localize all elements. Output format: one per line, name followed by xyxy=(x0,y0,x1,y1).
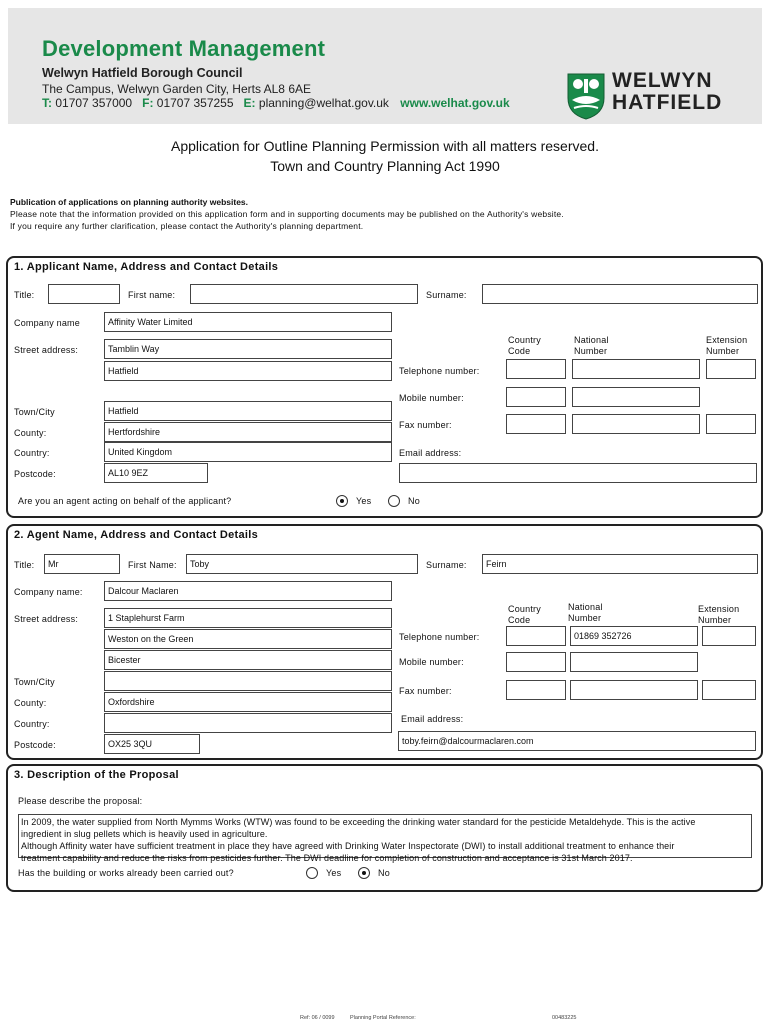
carried-out-question: Has the building or works already been carried out? xyxy=(18,868,234,878)
carried-out-no-radio[interactable] xyxy=(358,867,370,879)
applicant-postcode-field[interactable]: AL10 9EZ xyxy=(104,463,208,483)
agent-tel-country-code-field[interactable] xyxy=(506,626,566,646)
applicant-mobile-national-field[interactable] xyxy=(572,387,700,407)
agent-no-label: No xyxy=(408,496,420,506)
tel-number: 01707 357000 xyxy=(55,96,133,110)
footer-ref: Ref: 06 / 0099 xyxy=(300,1015,335,1021)
carried-out-no-label: No xyxy=(378,868,390,878)
website-link[interactable]: www.welhat.gov.uk xyxy=(400,96,510,110)
carried-out-yes-radio[interactable] xyxy=(306,867,318,879)
description-line: Although Affinity water have sufficient treatment in place they have agreed with Drinking Water Inspectorate (DWI) to install additional treatment to enhance their xyxy=(21,841,675,851)
agent-postcode-field[interactable]: OX25 3QU xyxy=(104,734,200,754)
fax-label: Fax number: xyxy=(399,686,452,696)
council-logo-wordmark xyxy=(612,70,722,114)
applicant-mobile-country-code-field[interactable] xyxy=(506,387,566,407)
street-label: Street address: xyxy=(14,614,79,624)
agent-fax-national-field[interactable] xyxy=(570,680,698,700)
town-label: Town/City xyxy=(14,407,55,417)
agent-mobile-national-field[interactable] xyxy=(570,652,698,672)
national-number-header: National Number xyxy=(568,602,603,623)
form-title-line-1: Application for Outline Planning Permission with all matters reserved. xyxy=(171,138,599,154)
postcode-label: Postcode: xyxy=(14,740,56,750)
agent-yes-label: Yes xyxy=(356,496,372,506)
footer-portal-number: 00483225 xyxy=(552,1015,577,1021)
section-agent xyxy=(6,524,763,760)
proposal-prompt: Please describe the proposal: xyxy=(18,796,143,806)
applicant-first-name-field[interactable] xyxy=(190,284,418,304)
section-title: 2. Agent Name, Address and Contact Details xyxy=(14,529,259,541)
section-title: 1. Applicant Name, Address and Contact Details xyxy=(14,261,279,273)
country-label: Country: xyxy=(14,448,50,458)
applicant-tel-national-field[interactable] xyxy=(572,359,700,379)
publication-heading: Publication of applications on planning authority websites. xyxy=(10,197,249,207)
council-name: Welwyn Hatfield Borough Council xyxy=(42,66,243,80)
country-code-header: Country Code xyxy=(508,604,541,625)
form-title-line-2: Town and Country Planning Act 1990 xyxy=(270,158,500,174)
proposal-description-field[interactable] xyxy=(18,814,752,863)
logo-line-2: HATFIELD xyxy=(612,91,723,114)
agent-yes-radio[interactable] xyxy=(336,495,348,507)
agent-question: Are you an agent acting on behalf of the applicant? xyxy=(18,496,232,506)
agent-company-field[interactable]: Dalcour Maclaren xyxy=(104,581,392,601)
tel-label: T: xyxy=(42,96,52,110)
logo-line-1: WELWYN xyxy=(612,69,713,92)
agent-street-2-field[interactable]: Weston on the Green xyxy=(104,629,392,649)
surname-label: Surname: xyxy=(426,560,467,570)
email-address[interactable]: planning@welhat.gov.uk xyxy=(258,96,389,110)
telephone-label: Telephone number: xyxy=(399,632,480,642)
applicant-tel-country-code-field[interactable] xyxy=(506,359,566,379)
publication-contact-note: If you require any further clarification, please contact the Authority's planning department. xyxy=(10,221,364,231)
agent-no-radio[interactable] xyxy=(388,495,400,507)
street-label: Street address: xyxy=(14,345,79,355)
agent-email-field[interactable]: toby.feirn@dalcourmaclaren.com xyxy=(398,731,756,751)
section-applicant xyxy=(6,256,763,518)
applicant-tel-extension-field[interactable] xyxy=(706,359,756,379)
agent-fax-extension-field[interactable] xyxy=(702,680,756,700)
first-name-label: First name: xyxy=(128,290,176,300)
description-line: In 2009, the water supplied from North Mymms Works (WTW) was found to be exceeding the drinking water standard for the pesticide Metaldehyde. This is the active xyxy=(21,817,696,827)
title-label: Title: xyxy=(14,290,35,300)
description-line: treatment capability and reduce the risks from pesticides further. The DWI deadline for completion of construction and acceptance is 31st March 2017. xyxy=(21,853,633,863)
first-name-label: First Name: xyxy=(128,560,177,570)
country-code-header: Country Code xyxy=(508,335,541,356)
extension-number-header: Extension Number xyxy=(706,335,748,356)
telephone-label: Telephone number: xyxy=(399,366,480,376)
national-number-header: National Number xyxy=(574,335,609,356)
town-label: Town/City xyxy=(14,677,55,687)
applicant-country-field[interactable]: United Kingdom xyxy=(104,442,392,462)
postcode-label: Postcode: xyxy=(14,469,56,479)
carried-out-yes-label: Yes xyxy=(326,868,342,878)
fax-label: F: xyxy=(142,96,154,110)
council-crest-icon xyxy=(564,70,608,120)
agent-tel-extension-field[interactable] xyxy=(702,626,756,646)
form-title xyxy=(0,136,770,176)
contact-line xyxy=(42,96,510,110)
email-label: Email address: xyxy=(399,448,462,458)
agent-street-1-field[interactable]: 1 Staplehurst Farm xyxy=(104,608,392,628)
surname-label: Surname: xyxy=(426,290,467,300)
agent-country-field[interactable] xyxy=(104,713,392,733)
county-label: County: xyxy=(14,698,47,708)
applicant-title-field[interactable] xyxy=(48,284,120,304)
council-address: The Campus, Welwyn Garden City, Herts AL8 6AE xyxy=(42,82,311,96)
agent-fax-country-code-field[interactable] xyxy=(506,680,566,700)
letterhead xyxy=(8,8,762,124)
agent-county-field[interactable]: Oxfordshire xyxy=(104,692,392,712)
applicant-fax-extension-field[interactable] xyxy=(706,414,756,434)
email-label: Email address: xyxy=(401,714,464,724)
applicant-street-2-field[interactable]: Hatfield xyxy=(104,361,392,381)
applicant-fax-national-field[interactable] xyxy=(572,414,700,434)
fax-number: 01707 357255 xyxy=(156,96,234,110)
extension-number-header: Extension Number xyxy=(698,604,740,625)
email-label: E: xyxy=(243,96,256,110)
country-label: Country: xyxy=(14,719,50,729)
mobile-label: Mobile number: xyxy=(399,393,464,403)
county-label: County: xyxy=(14,428,47,438)
agent-surname-field[interactable]: Feirn xyxy=(482,554,758,574)
section-proposal xyxy=(6,764,763,892)
agent-mobile-country-code-field[interactable] xyxy=(506,652,566,672)
agent-street-3-field[interactable]: Bicester xyxy=(104,650,392,670)
agent-first-name-field[interactable]: Toby xyxy=(186,554,418,574)
publication-note: Please note that the information provided on this application form and in supporting documents may be published on the Authority's website. xyxy=(10,209,564,219)
company-label: Company name: xyxy=(14,587,83,597)
title-label: Title: xyxy=(14,560,35,570)
company-label: Company name xyxy=(14,318,80,328)
agent-title-field[interactable]: Mr xyxy=(44,554,120,574)
section-title: 3. Description of the Proposal xyxy=(14,769,179,781)
fax-label: Fax number: xyxy=(399,420,452,430)
footer-portal-label: Planning Portal Reference: xyxy=(350,1015,416,1021)
department-title: Development Management xyxy=(42,36,326,61)
applicant-county-field[interactable]: Hertfordshire xyxy=(104,422,392,442)
mobile-label: Mobile number: xyxy=(399,657,464,667)
applicant-email-field[interactable] xyxy=(399,463,757,483)
applicant-fax-country-code-field[interactable] xyxy=(506,414,566,434)
applicant-surname-field[interactable] xyxy=(482,284,758,304)
agent-tel-national-field[interactable]: 01869 352726 xyxy=(570,626,698,646)
description-line: ingredient in slug pellets which is heavily used in agriculture. xyxy=(21,829,268,839)
applicant-town-field[interactable]: Hatfield xyxy=(104,401,392,421)
agent-town-field[interactable] xyxy=(104,671,392,691)
applicant-street-1-field[interactable]: Tamblin Way xyxy=(104,339,392,359)
applicant-company-field[interactable]: Affinity Water Limited xyxy=(104,312,392,332)
